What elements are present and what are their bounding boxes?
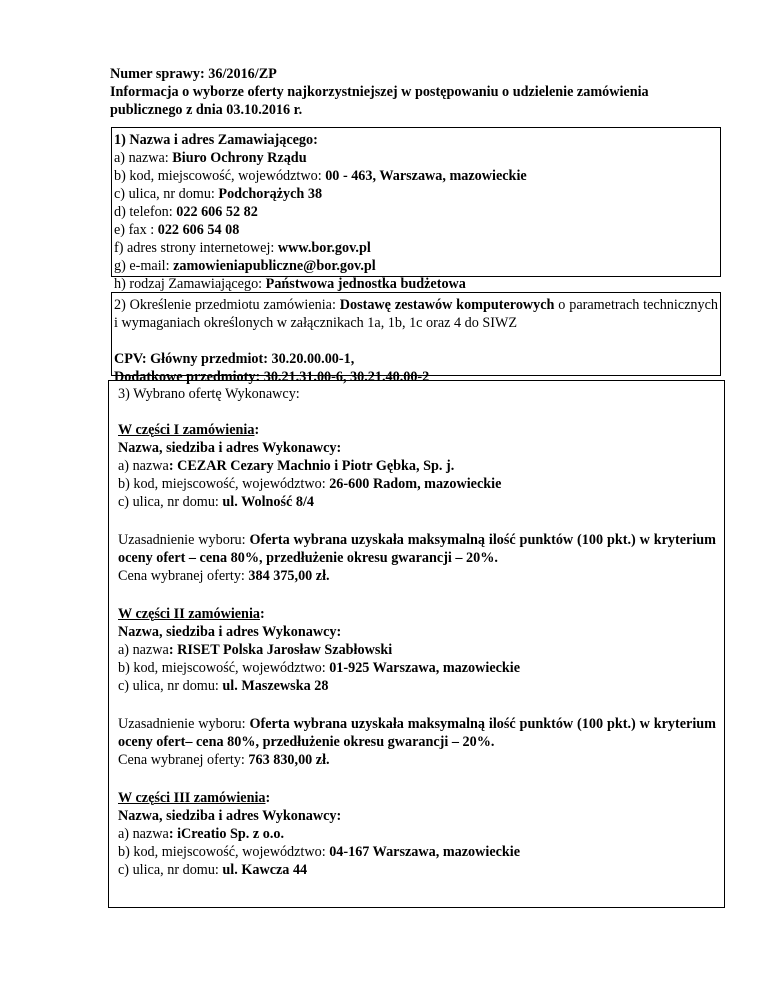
authority-phone-row: d) telefon: 022 606 52 82 — [114, 204, 258, 220]
section-selected-offers — [108, 380, 725, 908]
part-1-contractor-heading: Nazwa, siedziba i adres Wykonawcy: — [118, 440, 342, 456]
document-title-line-2: publicznego z dnia 03.10.2016 r. — [110, 102, 303, 118]
part-1-justification: Uzasadnienie wyboru: Oferta wybrana uzyskała maksymalną ilość punktów (100 pkt.) w kryterium oceny ofert – cena 80%, przedłużenie okresu gwarancji – 20%. — [118, 532, 716, 566]
part-1-price: Cena wybranej oferty: 384 375,00 zł. — [118, 568, 330, 584]
section1-heading: 1) Nazwa i adres Zamawiającego: — [114, 132, 318, 148]
section3-heading: 3) Wybrano ofertę Wykonawcy: — [118, 386, 300, 402]
part-1-title: W części I zamówienia: — [118, 422, 260, 438]
part-3-contractor-street: c) ulica, nr domu: ul. Kawcza 44 — [118, 862, 308, 878]
section-contract-subject — [111, 292, 721, 385]
document-title-line-1: Informacja o wyborze oferty najkorzystniejszej w postępowaniu o udzielenie zamówienia — [110, 84, 649, 100]
cpv-additional: Dodatkowe przedmioty: 30.21.31.00-6, 30.21.40.00-2 — [114, 369, 430, 385]
part-1-contractor-street: c) ulica, nr domu: ul. Wolność 8/4 — [118, 494, 314, 510]
part-3-contractor-heading: Nazwa, siedziba i adres Wykonawcy: — [118, 808, 342, 824]
part-2-contractor-city: b) kod, miejscowość, województwo: 01-925 Warszawa, mazowieckie — [118, 660, 521, 676]
document-header — [110, 65, 710, 119]
part-2-justification: Uzasadnienie wyboru: Oferta wybrana uzyskała maksymalną ilość punktów (100 pkt.) w kryterium oceny ofert– cena 80%, przedłużenie okresu gwarancji – 20%. — [118, 716, 716, 750]
part-3-contractor-city: b) kod, miejscowość, województwo: 04-167 Warszawa, mazowieckie — [118, 844, 521, 860]
authority-fax-row: e) fax : 022 606 54 08 — [114, 222, 240, 238]
authority-street-row: c) ulica, nr domu: Podchorążych 38 — [114, 186, 323, 202]
part-2-price: Cena wybranej oferty: 763 830,00 zł. — [118, 752, 330, 768]
cpv-main: CPV: Główny przedmiot: 30.20.00.00-1, — [114, 351, 355, 367]
part-3-title: W części III zamówienia: — [118, 790, 271, 806]
authority-email-row: g) e-mail: zamowieniapubliczne@bor.gov.pl — [114, 258, 376, 274]
section-contracting-authority — [111, 127, 721, 292]
authority-website-row: f) adres strony internetowej: www.bor.gov.pl — [114, 240, 371, 256]
part-1-contractor-name: a) nazwa: CEZAR Cezary Machnio i Piotr Gębka, Sp. j. — [118, 458, 455, 474]
contract-subject-text: 2) Określenie przedmiotu zamówienia: Dostawę zestawów komputerowych o parametrach technicznych i wymaganiach określonych w załącznikach 1a, 1b, 1c oraz 4 do SIWZ — [114, 297, 719, 331]
part-3-contractor-name: a) nazwa: iCreatio Sp. z o.o. — [118, 826, 285, 842]
authority-address-row: b) kod, miejscowość, województwo: 00 - 463, Warszawa, mazowieckie — [114, 168, 527, 184]
authority-name-row: a) nazwa: Biuro Ochrony Rządu — [114, 150, 307, 166]
part-2-contractor-name: a) nazwa: RISET Polska Jarosław Szabłowski — [118, 642, 393, 658]
authority-type-row: h) rodzaj Zamawiającego: Państwowa jednostka budżetowa — [114, 276, 466, 292]
part-2-contractor-street: c) ulica, nr domu: ul. Maszewska 28 — [118, 678, 329, 694]
part-2-contractor-heading: Nazwa, siedziba i adres Wykonawcy: — [118, 624, 342, 640]
case-number: Numer sprawy: 36/2016/ZP — [110, 66, 277, 82]
part-2-title: W części II zamówienia: — [118, 606, 265, 622]
part-1-contractor-city: b) kod, miejscowość, województwo: 26-600 Radom, mazowieckie — [118, 476, 502, 492]
